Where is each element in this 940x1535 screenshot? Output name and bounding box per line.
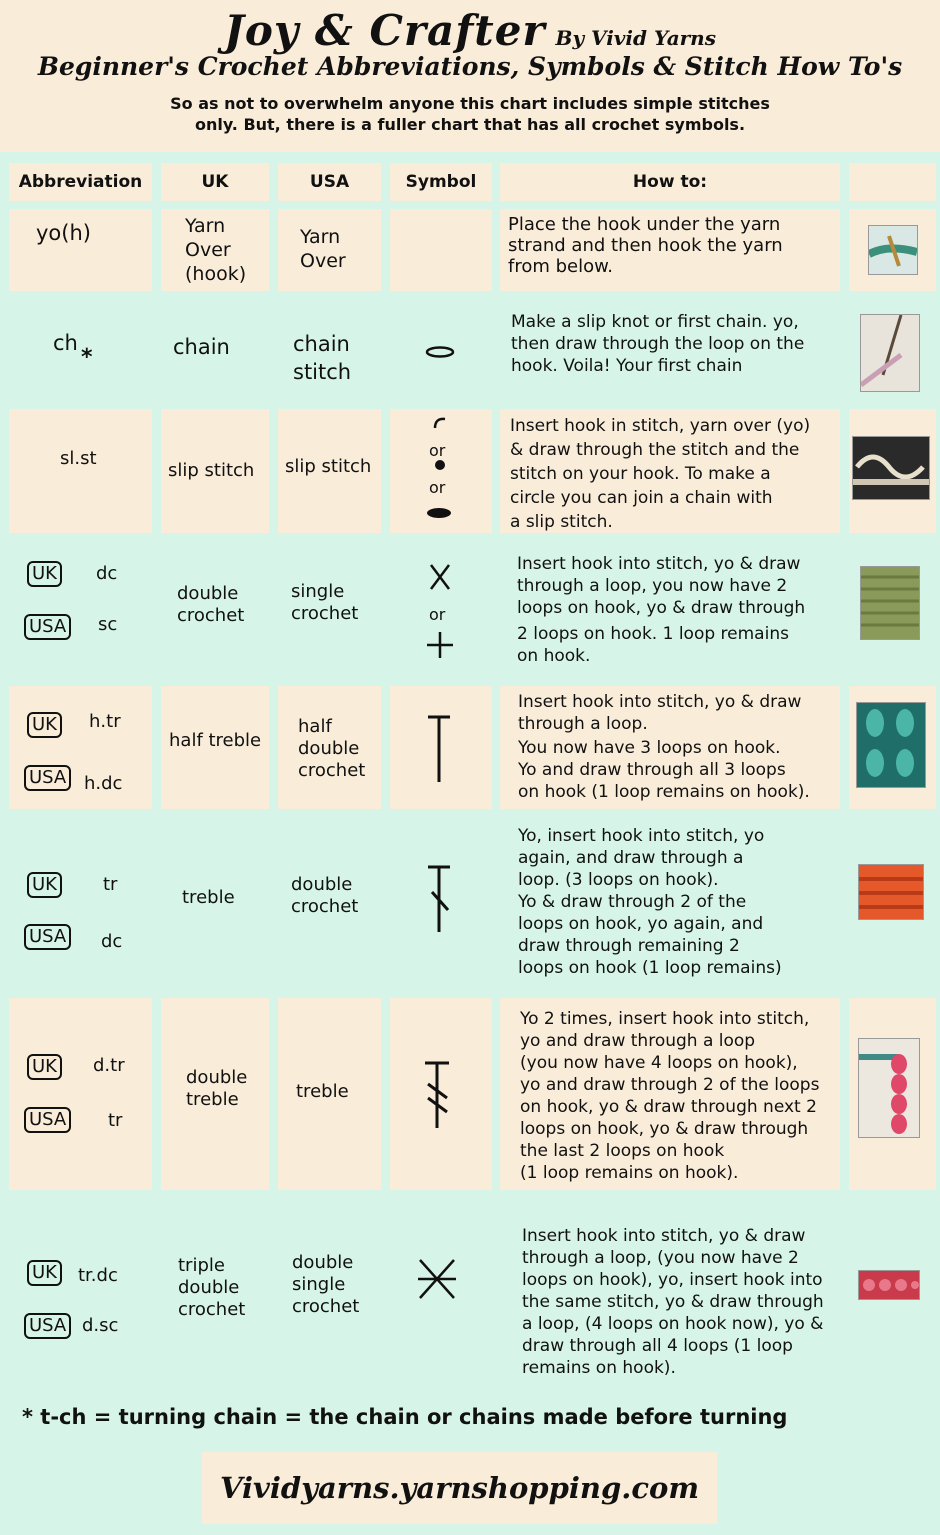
symbol-or: or (429, 441, 446, 460)
howto-line: from below. (508, 256, 613, 277)
howto-line: & draw through the stitch and the (510, 440, 800, 460)
footer-url[interactable]: Vividyarns.yarnshopping.com (202, 1452, 717, 1524)
uk-term-line: double (178, 1277, 240, 1298)
usa-abbr: sc (98, 614, 118, 635)
uk-term (177, 583, 244, 627)
abbr-text: sl.st (60, 448, 97, 469)
howto-line: on hook. (517, 646, 591, 666)
howto-line: the same stitch, yo & draw through (522, 1292, 824, 1312)
intro-text (120, 93, 820, 135)
usa-term-line: crochet (298, 760, 366, 781)
uk-term-line: triple (178, 1255, 225, 1276)
triple-double-photo (858, 1270, 920, 1300)
howto-line: draw through all 4 loops (1 loop (522, 1336, 793, 1356)
howto-text (522, 1225, 824, 1379)
usa-term (291, 581, 358, 625)
howto-line: remains on hook). (522, 1358, 676, 1378)
usa-badge: USA (24, 614, 71, 640)
usa-term-line: crochet (291, 603, 359, 624)
uk-abbr: h.tr (89, 711, 121, 732)
row-tr-abbr-cell (9, 820, 152, 985)
howto-line: the last 2 loops on hook (520, 1141, 725, 1161)
double-treble-symbol (423, 1060, 451, 1130)
treble-photo (858, 864, 924, 920)
uk-term-line: Yarn (185, 215, 226, 237)
page-title (0, 6, 940, 55)
asterisk-mark: * (81, 345, 93, 370)
yarn-over-photo (868, 225, 918, 275)
usa-term-line: single (292, 1274, 346, 1295)
column-header-abbreviation: Abbreviation (9, 163, 152, 201)
intro-line: So as not to overwhelm anyone this chart includes simple stitches (170, 94, 770, 113)
uk-term-line: crochet (177, 605, 245, 626)
usa-badge: USA (24, 1107, 71, 1133)
row-slst-abbr-cell (9, 409, 152, 533)
howto-line: yo and draw through 2 of the loops (520, 1075, 820, 1095)
howto-line: loop. (3 loops on hook). (518, 870, 719, 890)
row-trdc-abbr-cell (9, 1202, 152, 1386)
uk-term-line: crochet (178, 1299, 246, 1320)
howto-line: (you now have 4 loops on hook), (520, 1053, 798, 1073)
howto-line: hook. Voila! Your first chain (511, 356, 743, 376)
slip-stitch-oval-symbol (425, 506, 453, 520)
howto-line: loops on hook (1 loop remains) (518, 958, 782, 978)
uk-term (186, 1067, 247, 1111)
usa-term (293, 330, 351, 386)
usa-term (292, 1252, 359, 1318)
single-crochet-photo (860, 566, 920, 640)
howto-line: Yo & draw through 2 of the (518, 892, 747, 912)
uk-abbr: d.tr (93, 1055, 125, 1076)
howto-line: Yo, insert hook into stitch, yo (518, 826, 765, 846)
symbol-or: or (429, 605, 446, 624)
howto-line: through a loop, you now have 2 (517, 576, 788, 596)
usa-badge: USA (24, 924, 71, 950)
usa-abbr: tr (108, 1110, 123, 1131)
usa-term-line: crochet (291, 896, 359, 917)
uk-term-line: double (177, 583, 239, 604)
howto-line: Yo 2 times, insert hook into stitch, (520, 1009, 810, 1029)
uk-term: slip stitch (168, 460, 255, 481)
howto-line: yo and draw through a loop (520, 1031, 756, 1051)
abbr-text: ch (53, 331, 78, 355)
column-header-uk: UK (161, 163, 269, 201)
howto-text (517, 553, 805, 667)
howto-line: loops on hook), yo, insert hook into (522, 1270, 823, 1290)
howto-line: loops on hook, yo again, and (518, 914, 764, 934)
usa-term-line: double (292, 1252, 354, 1273)
usa-badge: USA (24, 1313, 71, 1339)
slip-stitch-dot-symbol (434, 459, 446, 471)
uk-term: chain (173, 335, 230, 359)
usa-term-line: crochet (292, 1296, 360, 1317)
usa-term-line: stitch (293, 360, 352, 384)
howto-line: (1 loop remains on hook). (520, 1163, 739, 1183)
howto-line: Place the hook under the yarn (508, 214, 781, 235)
howto-line: loops on hook, yo & draw through (520, 1119, 809, 1139)
uk-badge: UK (27, 561, 62, 587)
howto-line: on hook, yo & draw through next 2 (520, 1097, 817, 1117)
usa-abbr: d.sc (82, 1315, 119, 1336)
howto-line: You now have 3 loops on hook. (518, 738, 781, 758)
row-yo-symbol-cell (390, 209, 492, 291)
uk-term: half treble (169, 730, 262, 751)
title-text: Joy & Crafter (224, 6, 546, 55)
howto-line: through a loop, (you now have 2 (522, 1248, 799, 1268)
howto-line: Insert hook in stitch, yarn over (yo) (510, 416, 811, 436)
howto-line: strand and then hook the yarn (508, 235, 783, 256)
row-dtr-abbr-cell (9, 998, 152, 1190)
howto-text (511, 311, 804, 377)
treble-symbol (426, 864, 452, 934)
howto-line: loops on hook, yo & draw through (517, 598, 806, 618)
uk-term (185, 214, 246, 286)
abbr-text: yo(h) (36, 221, 91, 245)
usa-term-line: chain (293, 332, 350, 356)
howto-line: through a loop. (518, 714, 648, 734)
usa-term-line: Over (300, 250, 346, 272)
chain-symbol (424, 345, 456, 359)
chain-stitch-photo (860, 314, 920, 392)
uk-badge: UK (27, 872, 62, 898)
uk-badge: UK (27, 712, 62, 738)
howto-line: Insert hook into stitch, yo & draw (522, 1226, 806, 1246)
byline: By Vivid Yarns (555, 26, 716, 50)
uk-term: treble (182, 887, 235, 908)
page-subtitle: Beginner's Crochet Abbreviations, Symbols & Stitch How To's (37, 52, 903, 81)
howto-line: Insert hook into stitch, yo & draw (518, 692, 802, 712)
turning-chain-footnote: * t-ch = turning chain = the chain or chains made before turning (22, 1405, 788, 1429)
usa-term-line: Yarn (300, 226, 341, 248)
intro-line: only. But, there is a fuller chart that has all crochet symbols. (194, 115, 746, 134)
double-treble-photo (858, 1038, 920, 1138)
uk-abbr: tr (103, 874, 118, 895)
howto-line: Insert hook into stitch, yo & draw (517, 554, 801, 574)
howto-line: a loop, (4 loops on hook now), yo & (522, 1314, 824, 1334)
howto-line: then draw through the loop on the (511, 334, 805, 354)
uk-badge: UK (27, 1054, 62, 1080)
uk-abbr: dc (96, 563, 118, 584)
triple-double-symbol (416, 1256, 458, 1302)
uk-badge: UK (27, 1260, 62, 1286)
howto-line: on hook (1 loop remains on hook). (518, 782, 810, 802)
usa-term-line: single (291, 581, 345, 602)
usa-term-line: double (298, 738, 360, 759)
x-cross-symbol (427, 563, 453, 591)
usa-term: slip stitch (285, 456, 372, 477)
usa-term (291, 874, 358, 918)
howto-line: stitch on your hook. To make a (510, 464, 771, 484)
slip-stitch-photo (852, 436, 930, 500)
column-header-howto: How to: (500, 163, 840, 201)
column-header-symbol: Symbol (390, 163, 492, 201)
half-treble-photo (856, 702, 926, 788)
howto-line: a slip stitch. (510, 512, 613, 532)
usa-term (298, 716, 365, 782)
usa-abbr: dc (101, 931, 123, 952)
slip-stitch-arc-symbol (432, 416, 448, 430)
symbol-or: or (429, 478, 446, 497)
howto-text (520, 1008, 819, 1184)
usa-badge: USA (24, 765, 71, 791)
howto-line: circle you can join a chain with (510, 488, 773, 508)
howto-text (508, 214, 783, 277)
usa-term-line: half (298, 716, 332, 737)
howto-text (510, 414, 810, 534)
uk-term (178, 1255, 245, 1321)
usa-abbr: h.dc (84, 773, 123, 794)
column-header-usa: USA (278, 163, 381, 201)
plus-symbol (426, 631, 454, 659)
howto-text (518, 691, 810, 803)
usa-term (300, 225, 346, 273)
howto-line: Yo and draw through all 3 loops (518, 760, 786, 780)
column-header-image (849, 163, 936, 201)
uk-term-line: Over (185, 239, 231, 261)
howto-text (518, 825, 782, 979)
usa-term-line: double (291, 874, 353, 895)
howto-line: 2 loops on hook. 1 loop remains (517, 624, 789, 644)
usa-term: treble (296, 1081, 349, 1102)
howto-line: Make a slip knot or first chain. yo, (511, 312, 799, 332)
howto-line: draw through remaining 2 (518, 936, 740, 956)
uk-term-line: treble (186, 1089, 239, 1110)
uk-term-line: (hook) (185, 263, 247, 285)
uk-term-line: double (186, 1067, 248, 1088)
howto-line: again, and draw through a (518, 848, 744, 868)
half-treble-symbol (426, 714, 452, 784)
uk-abbr: tr.dc (78, 1265, 118, 1286)
